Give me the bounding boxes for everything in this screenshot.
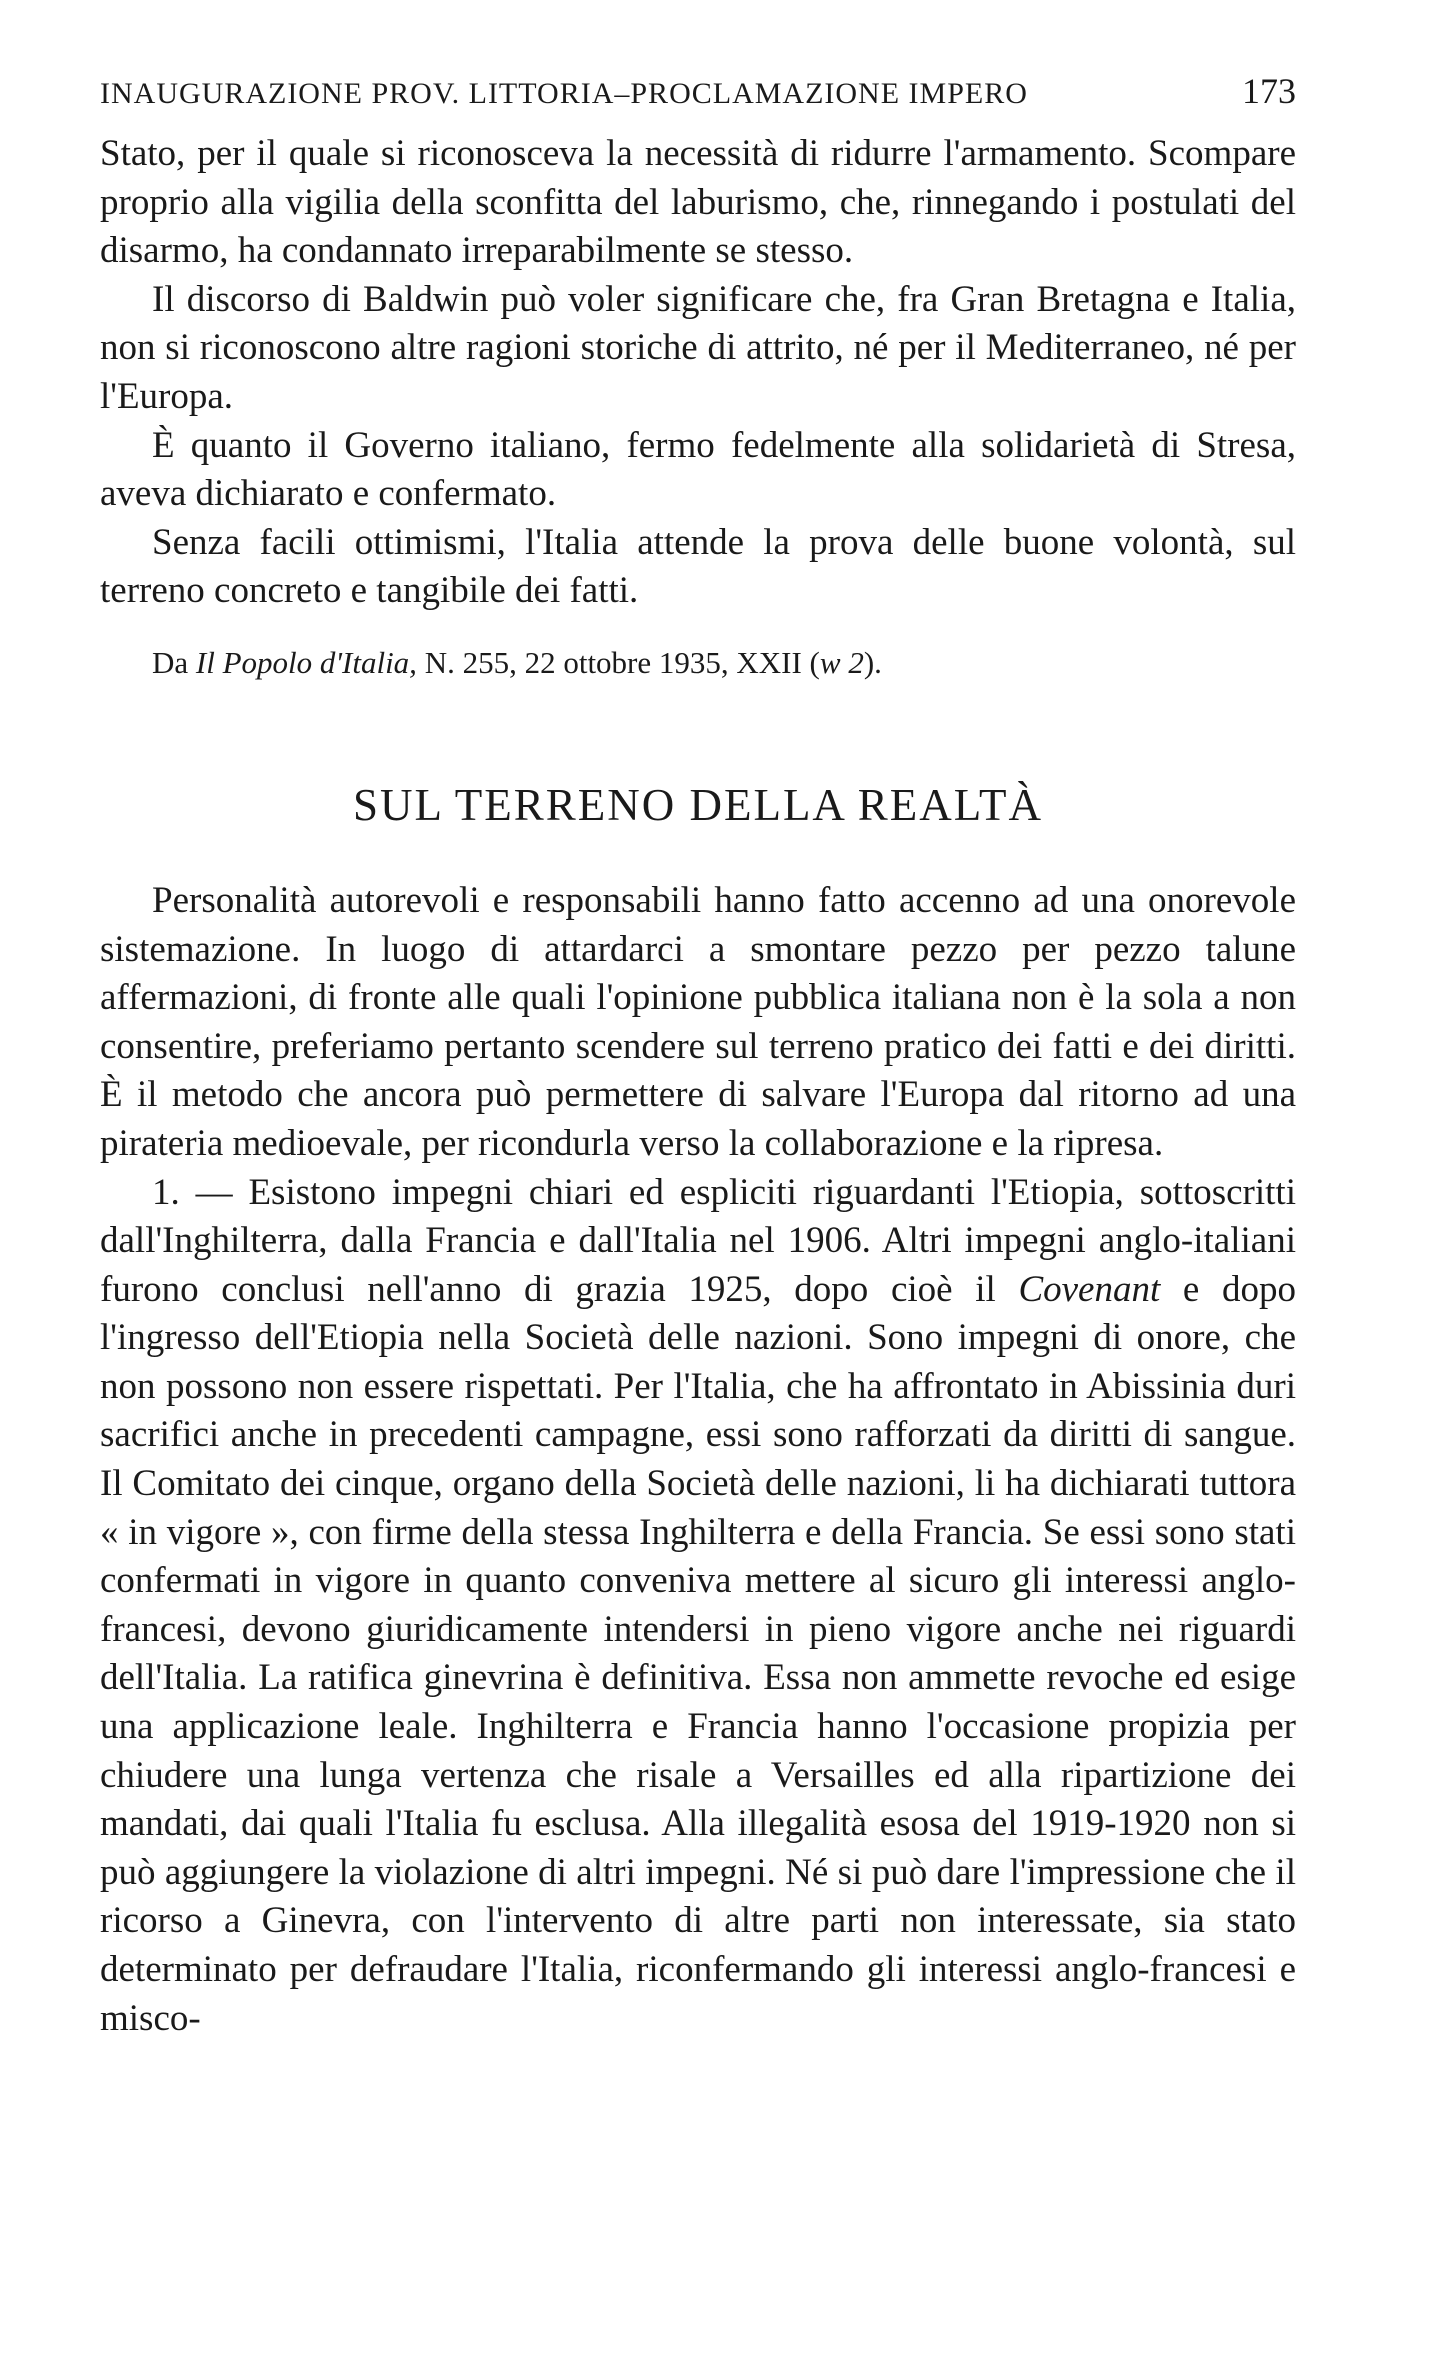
section-title: SUL TERRENO DELLA REALTÀ bbox=[352, 779, 1044, 830]
paragraph: Stato, per il quale si riconosceva la necessità di ridurre l'armamento. Scompare proprio alla vigilia della sconfitta del laburismo, che, rinnegando i postulati del disarmo, ha condannato irreparabilmente se stesso. bbox=[100, 133, 1296, 272]
source-code: w 2 bbox=[819, 644, 864, 680]
source-prefix: Da bbox=[152, 644, 196, 680]
source-suffix: ). bbox=[863, 644, 882, 680]
paragraph: Personalità autorevoli e responsabili hanno fatto accenno ad una onorevole sistemazione. In luogo di attardarci a smontare pezzo per pezzo talune affermazioni, di fronte alle quali l'opinione pubblica italiana non è la sola a non consentire, preferiamo pertanto scendere sul terreno pratico dei fatti e dei diritti. È il metodo che ancora può permettere di salvare l'Europa dal ritorno ad una pirateria medioevale, per ricondurla verso la collaborazione e la ripresa. bbox=[100, 879, 1296, 1164]
paragraph bbox=[100, 1169, 1296, 2044]
running-title: INAUGURAZIONE PROV. LITTORIA–PROCLAMAZIONE IMPERO bbox=[100, 77, 1028, 110]
book-page bbox=[100, 70, 1296, 2043]
running-head bbox=[100, 70, 1296, 130]
page-number: 173 bbox=[1242, 71, 1296, 111]
paragraph: Senza facili ottimismi, l'Italia attende la prova delle buone volontà, sul terreno concreto e tangibile dei fatti. bbox=[100, 521, 1296, 612]
paragraph-text: 1. — Esistono impegni chiari ed espliciti riguardanti l'Etiopia, sottoscritti dall'Inghilterra, dalla Francia e dall'Italia nel 1906. Altri impegni anglo-italiani furono conclusi nell'anno di grazia 1925, dopo cioè il bbox=[100, 1171, 1296, 1310]
paragraph: Il discorso di Baldwin può voler significare che, fra Gran Bretagna e Italia, non si riconoscono altre ragioni storiche di attrito, né per il Mediterraneo, né per l'Europa. bbox=[100, 278, 1296, 417]
article-continuation bbox=[100, 130, 1296, 616]
article-body bbox=[100, 877, 1296, 2043]
paragraph: È quanto il Governo italiano, fermo fedelmente alla solidarietà di Stresa, aveva dichiarato e confermato. bbox=[100, 424, 1296, 515]
covenant-term: Covenant bbox=[1018, 1268, 1161, 1310]
newspaper-name: Il Popolo d'Italia, bbox=[195, 644, 417, 680]
source-details: N. 255, 22 ottobre 1935, XXII ( bbox=[416, 644, 820, 680]
paragraph-text: e dopo l'ingresso dell'Etiopia nella Società delle nazioni. Sono impegni di onore, che non possono non essere rispettati. Per l'Italia, che ha affrontato in Abissinia duri sacrifici anche in precedenti campagne, essi sono rafforzati da diritti di sangue. Il Comitato dei cinque, organo della Società delle nazioni, li ha dichiarati tuttora « in vigore », con firme della stessa Inghilterra e della Francia. Se essi sono stati confermati in vigore in quanto conveniva mettere al sicuro gli interessi anglo-francesi, devono giuridicamente intendersi in pieno vigore anche nei riguardi dell'Italia. La ratifica ginevrina è definitiva. Essa non ammette revoche ed esige una applicazione leale. Inghilterra e Francia hanno l'occasione propizia per chiudere una lunga vertenza che risale a Versailles ed alla ripartizione dei mandati, dai quali l'Italia fu esclusa. Alla illegalità esosa del 1919-1920 non si può aggiungere la violazione di altri impegni. Né si può dare l'impressione che il ricorso a Ginevra, con l'intervento di altre parti non interessate, sia stato determinato per defraudare l'Italia, riconfermando gli interessi anglo-francesi e misco- bbox=[100, 1268, 1296, 2039]
source-citation bbox=[152, 639, 1296, 687]
